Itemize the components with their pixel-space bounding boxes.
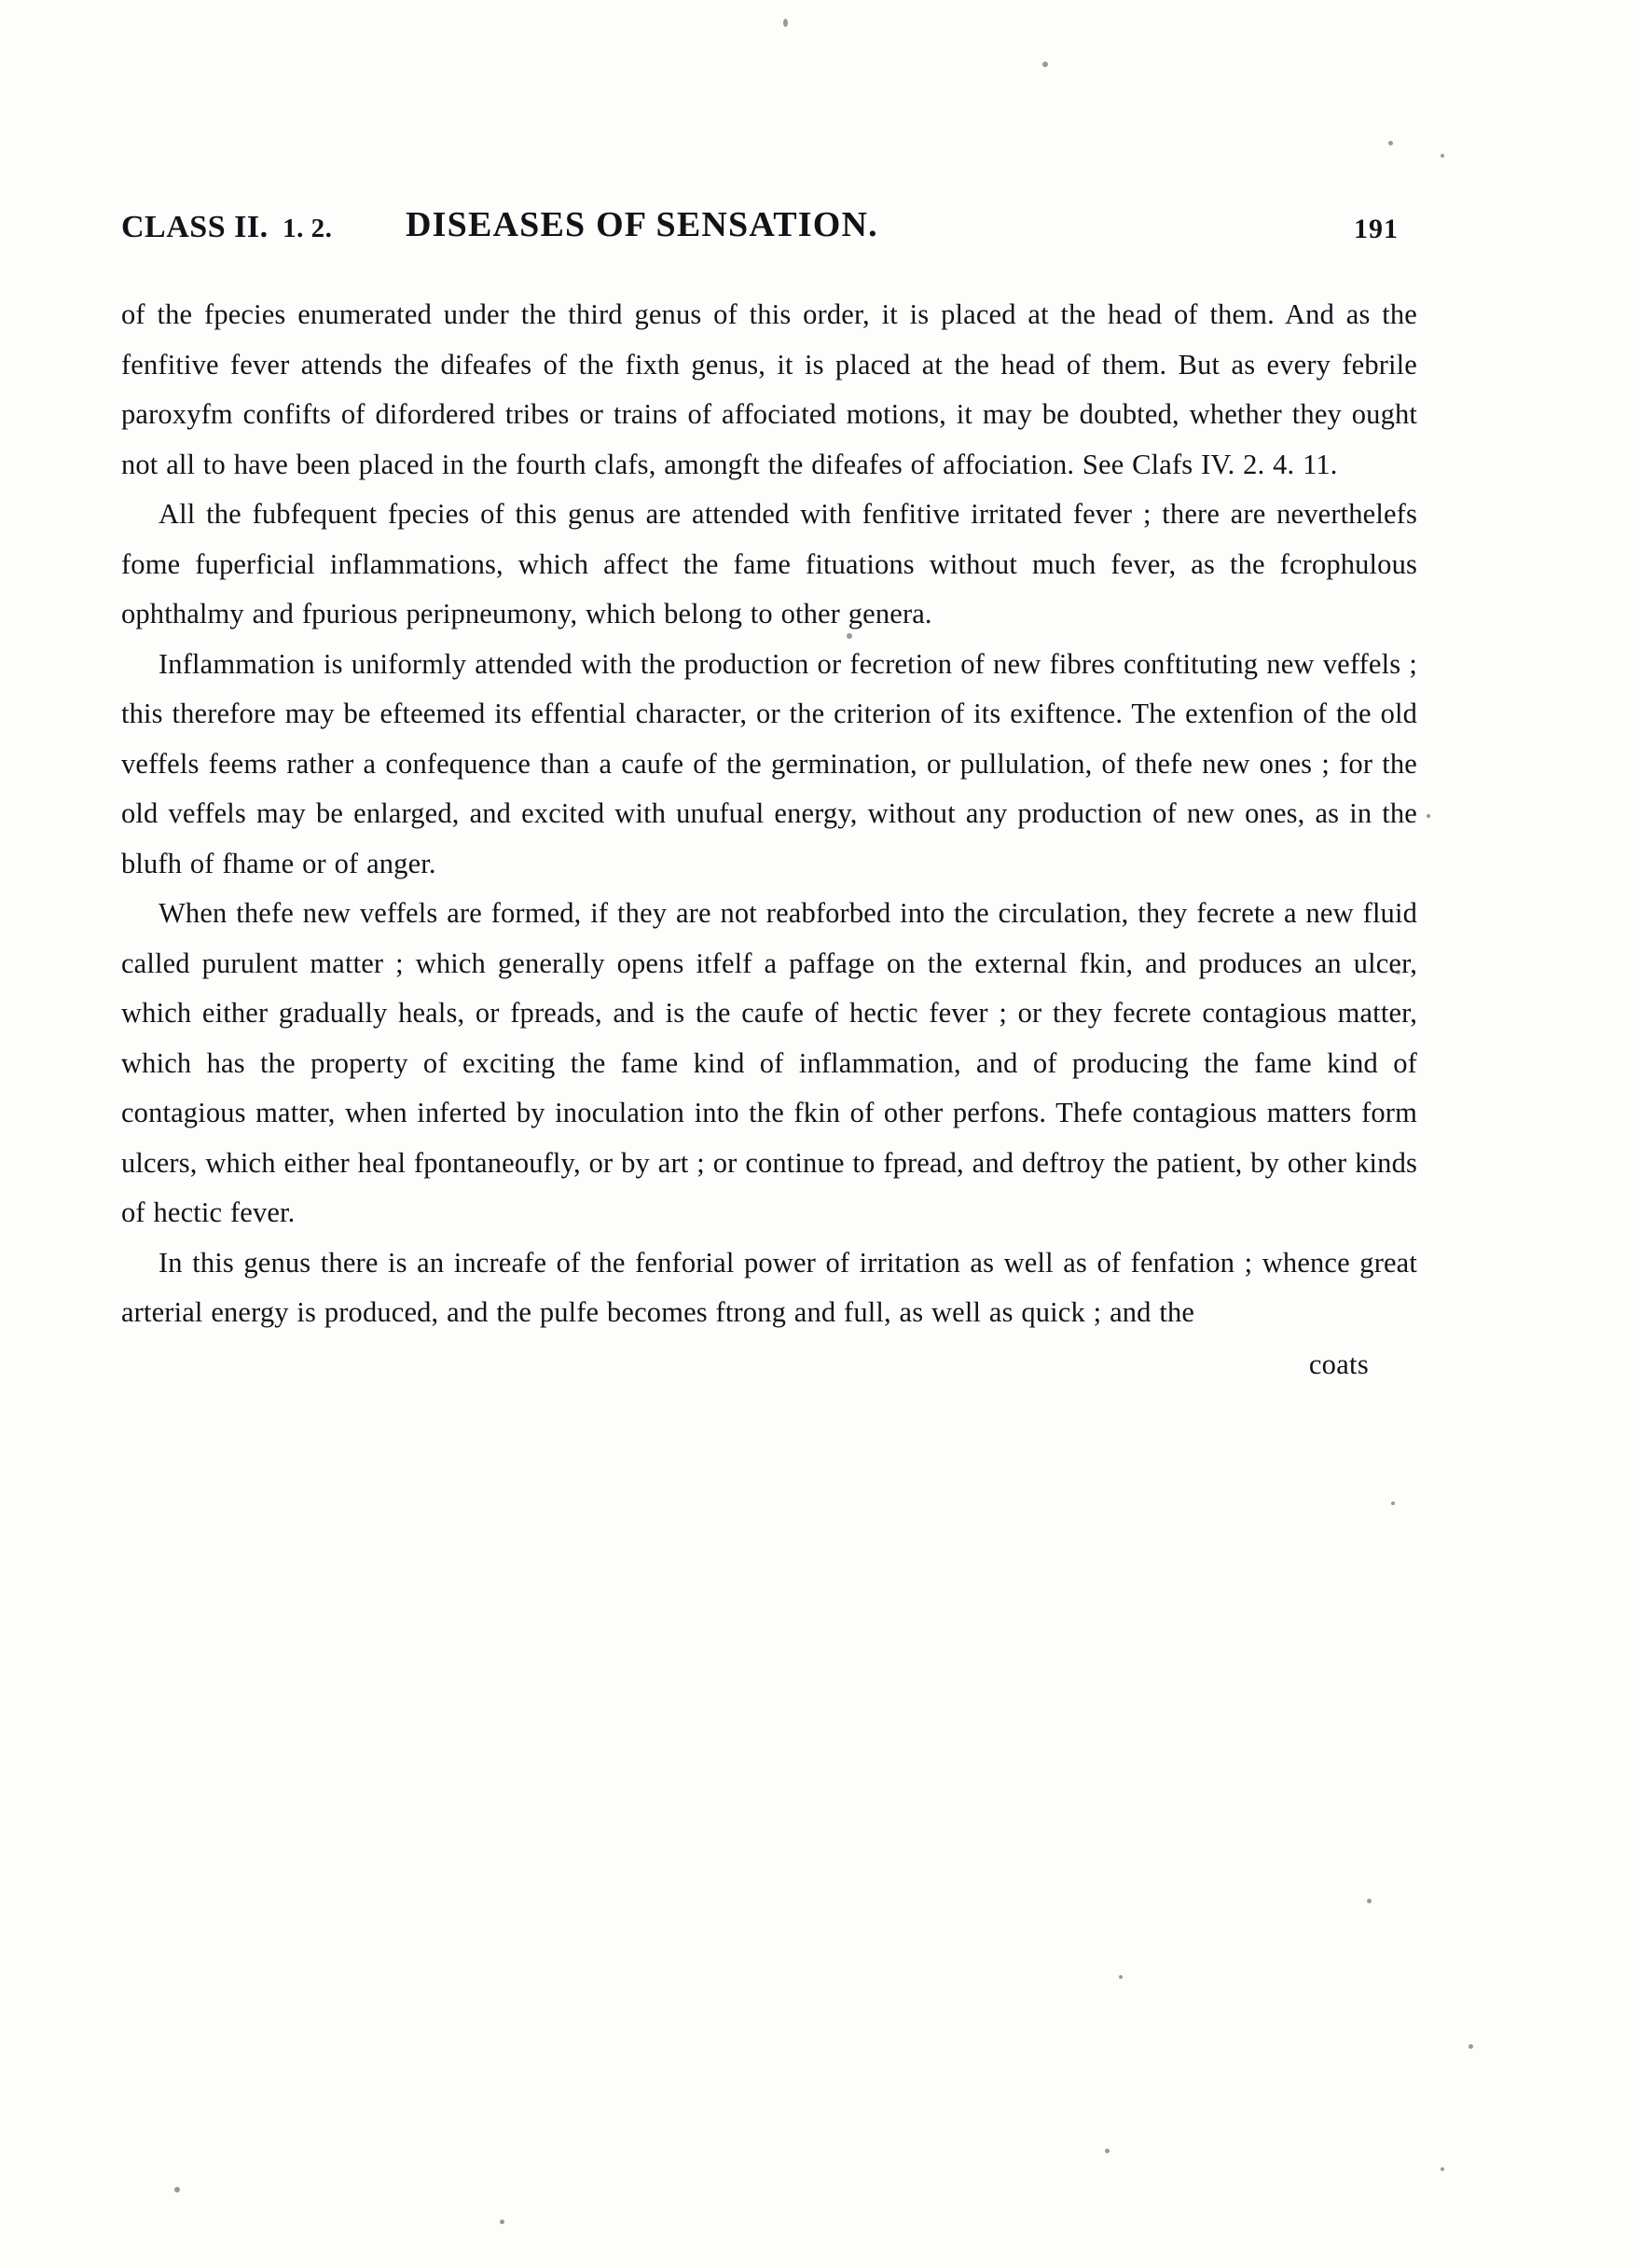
paper-speck xyxy=(1441,2167,1444,2171)
paragraph: In this genus there is an increafe of the fenforial power of irritation as well as of fenfation ; whence great arterial energy is produced, and the pulfe becomes ftrong and full, as well as quick ; and the xyxy=(121,1246,1417,1328)
class-label: CLASS II. xyxy=(121,210,269,244)
paper-speck xyxy=(174,2187,180,2192)
page-content xyxy=(121,205,1417,1390)
paper-speck xyxy=(1042,62,1048,67)
paragraph: Inflammation is uniformly attended with the production or fecretion of new fibres conftituting new veffels ; this therefore may be efteemed its effential character, or the criterion of its exiftence. The extenfion of the old veffels feems rather a confequence than a caufe of the germination, or pullulation, of thefe new ones ; for the old veffels may be enlarged, and excited with unufual energy, without any production of new ones, as in the blufh of fhame or of anger. xyxy=(121,647,1417,879)
paper-speck xyxy=(1367,1899,1372,1903)
running-head-left xyxy=(121,210,332,245)
paper-speck xyxy=(1105,2149,1110,2153)
section-numbers: 1. 2. xyxy=(283,214,333,243)
running-head xyxy=(121,205,1417,253)
page-number: 191 xyxy=(1354,214,1399,244)
body-text xyxy=(121,290,1417,1390)
paper-speck xyxy=(783,19,788,27)
paragraph: When thefe new veffels are formed, if they are not reabforbed into the circulation, they fecrete a new fluid called purulent matter ; which generally opens itfelf a paffage on the external fkin, and produces an ulcer, which either gradually heals, or fpreads, and is the caufe of hectic fever ; or they fecrete contagious matter, which has the property of exciting the fame kind of inflammation, and of producing the fame kind of contagious matter, when inferted by inoculation into the fkin of other perfons. Thefe contagious matters form ulcers, which either heal fpontaneoufly, or by art ; or continue to fpread, and deftroy the patient, by other kinds of hectic fever. xyxy=(121,897,1417,1228)
page-title: DISEASES OF SENSATION. xyxy=(406,205,878,244)
paper-speck xyxy=(500,2220,504,2224)
paper-speck xyxy=(1469,2044,1473,2049)
paper-speck xyxy=(1391,1501,1395,1505)
paper-speck xyxy=(1119,1975,1123,1979)
catchword: coats xyxy=(1308,1348,1369,1380)
paper-speck xyxy=(1427,814,1430,818)
paper-speck xyxy=(1388,141,1393,145)
paper-speck xyxy=(1441,154,1444,158)
paragraph: of the fpecies enumerated under the third genus of this order, it is placed at the head of them. And as the fenfitive fever attends the difeafes of the fixth genus, it is placed at the head of them. But as every febrile paroxyfm confifts of difordered tribes or trains of affociated motions, it may be doubted, whether they ought not all to have been placed in the fourth clafs, amongft the difeafes of affociation. See Clafs IV. 2. 4. 11. xyxy=(121,298,1417,480)
paragraph: All the fubfequent fpecies of this genus are attended with fenfitive irritated fever ; there are neverthelefs fome fuperficial inflammations, which affect the fame fituations without much fever, as the fcrophulous ophthalmy and fpurious peripneumony, which belong to other genera. xyxy=(121,498,1417,629)
